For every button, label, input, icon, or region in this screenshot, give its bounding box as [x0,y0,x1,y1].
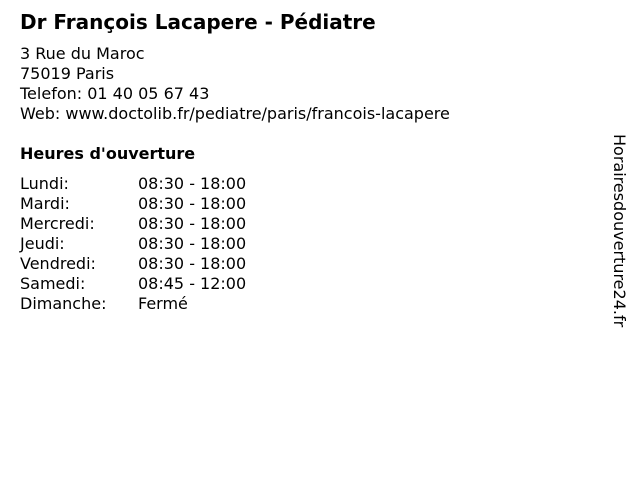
hours-day: Vendredi: [20,254,96,273]
hours-day: Lundi: [20,174,69,193]
hours-time: 08:30 - 18:00 [138,194,247,213]
hours-time: 08:30 - 18:00 [138,254,247,273]
web-link[interactable]: www.doctolib.fr/pediatre/paris/francois-lacapere [65,104,450,123]
hours-row-friday [20,254,246,274]
hours-time: Fermé [138,294,188,313]
hours-day: Jeudi: [20,234,65,253]
phone-number[interactable]: 01 40 05 67 43 [87,84,210,103]
hours-day: Mardi: [20,194,70,213]
page-title: Dr François Lacapere - Pédiatre [20,10,376,34]
address-block [20,44,450,124]
hours-day: Dimanche: [20,294,107,313]
hours-heading: Heures d'ouverture [20,144,196,163]
hours-time: 08:45 - 12:00 [138,274,247,293]
city-address: 75019 Paris [20,64,115,83]
hours-row-saturday [20,274,246,294]
hours-row-wednesday [20,214,246,234]
hours-day: Mercredi: [20,214,95,233]
web-label: Web: [20,104,61,123]
site-brand-watermark: Horairesdouverture24.fr [610,134,629,328]
hours-row-tuesday [20,194,246,214]
web-line [20,104,450,124]
hours-time: 08:30 - 18:00 [138,174,247,193]
hours-time: 08:30 - 18:00 [138,214,247,233]
hours-time: 08:30 - 18:00 [138,234,247,253]
phone-line [20,84,450,104]
hours-row-thursday [20,234,246,254]
hours-day: Samedi: [20,274,86,293]
hours-row-monday [20,174,246,194]
street-address: 3 Rue du Maroc [20,44,145,63]
hours-table [20,174,246,314]
hours-row-sunday [20,294,246,314]
phone-label: Telefon: [20,84,83,103]
